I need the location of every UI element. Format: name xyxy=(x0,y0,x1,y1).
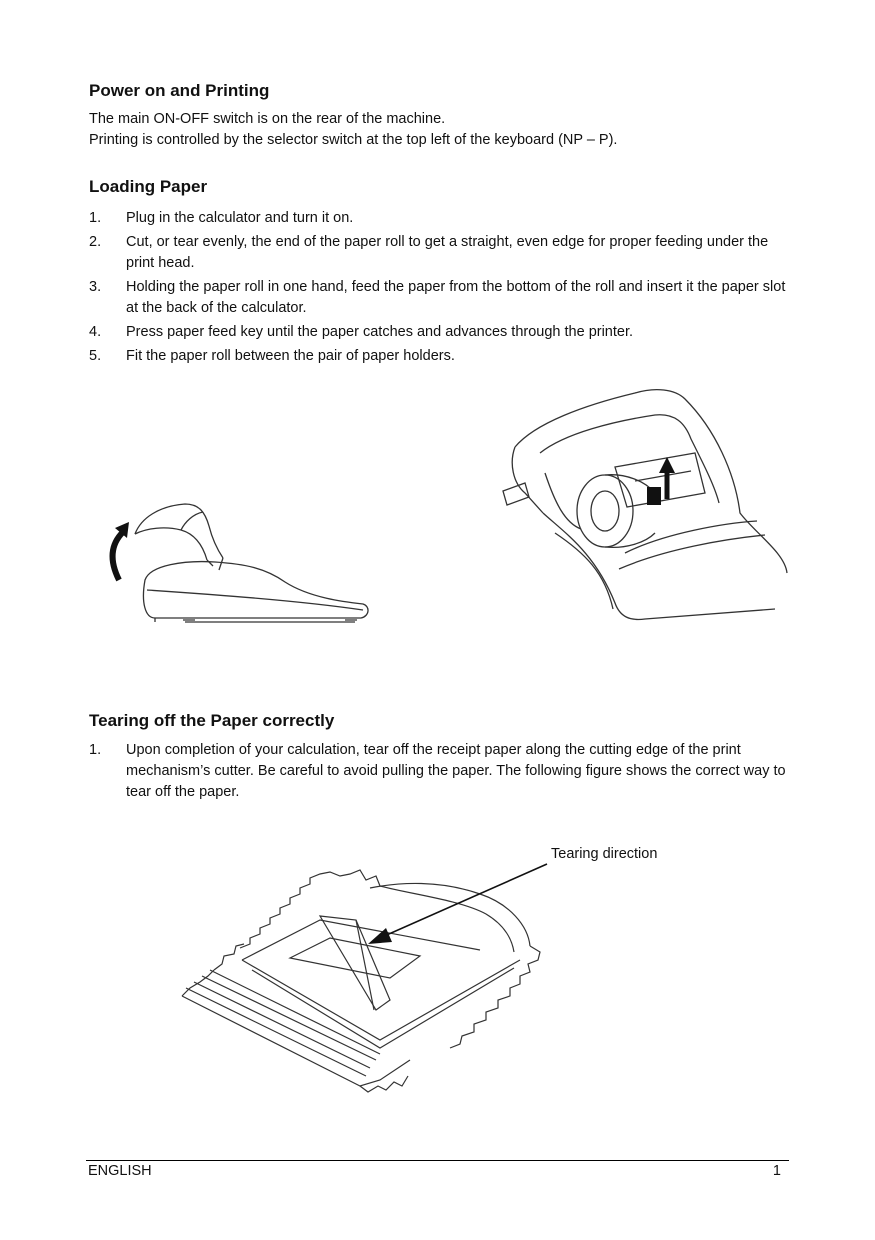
list-item xyxy=(89,208,789,229)
step-text: Cut, or tear evenly, the end of the paper roll to get a straight, even edge for proper feeding under the print head. xyxy=(126,234,769,271)
step-number: 1. xyxy=(89,742,102,758)
tearing-paper-illustration xyxy=(180,860,560,1095)
footer-language: ENGLISH xyxy=(88,1163,152,1179)
heading-loading-paper: Loading Paper xyxy=(89,177,208,196)
step-number: 2. xyxy=(89,234,102,250)
step-number: 4. xyxy=(89,324,102,340)
list-item xyxy=(89,346,789,367)
step-text: Holding the paper roll in one hand, feed the paper from the bottom of the roll and insert it the paper slot at the back of the calculator. xyxy=(126,279,786,316)
list-item xyxy=(89,322,789,343)
step-number: 3. xyxy=(89,279,102,295)
tearing-direction-label: Tearing direction xyxy=(551,846,658,862)
power-line-1: The main ON-OFF switch is on the rear of the machine. xyxy=(89,111,446,127)
step-text: Press paper feed key until the paper catches and advances through the printer. xyxy=(126,324,634,340)
power-line-2: Printing is controlled by the selector switch at the top left of the keyboard (NP – P). xyxy=(89,132,618,148)
step-text: Fit the paper roll between the pair of paper holders. xyxy=(126,348,455,364)
paper-insertion-illustration xyxy=(495,383,790,623)
heading-power-printing: Power on and Printing xyxy=(89,81,270,100)
step-text: Plug in the calculator and turn it on. xyxy=(126,210,354,226)
step-number: 5. xyxy=(89,348,102,364)
list-item xyxy=(89,232,789,274)
footer-page-number: 1 xyxy=(772,1163,781,1179)
step-number: 1. xyxy=(89,210,102,226)
footer-divider xyxy=(86,1160,789,1161)
calculator-lid-open-illustration xyxy=(95,490,385,630)
heading-tearing-paper: Tearing off the Paper correctly xyxy=(89,711,335,730)
list-item xyxy=(89,740,789,803)
list-item xyxy=(89,277,789,319)
tearing-steps-list xyxy=(89,740,789,806)
step-text: Upon completion of your calculation, tear off the receipt paper along the cutting edge of the print mechanism’s cutter. Be careful to avoid pulling the paper. The following figure shows the correct way to tear off the paper. xyxy=(126,742,786,800)
loading-steps-list xyxy=(89,208,789,370)
